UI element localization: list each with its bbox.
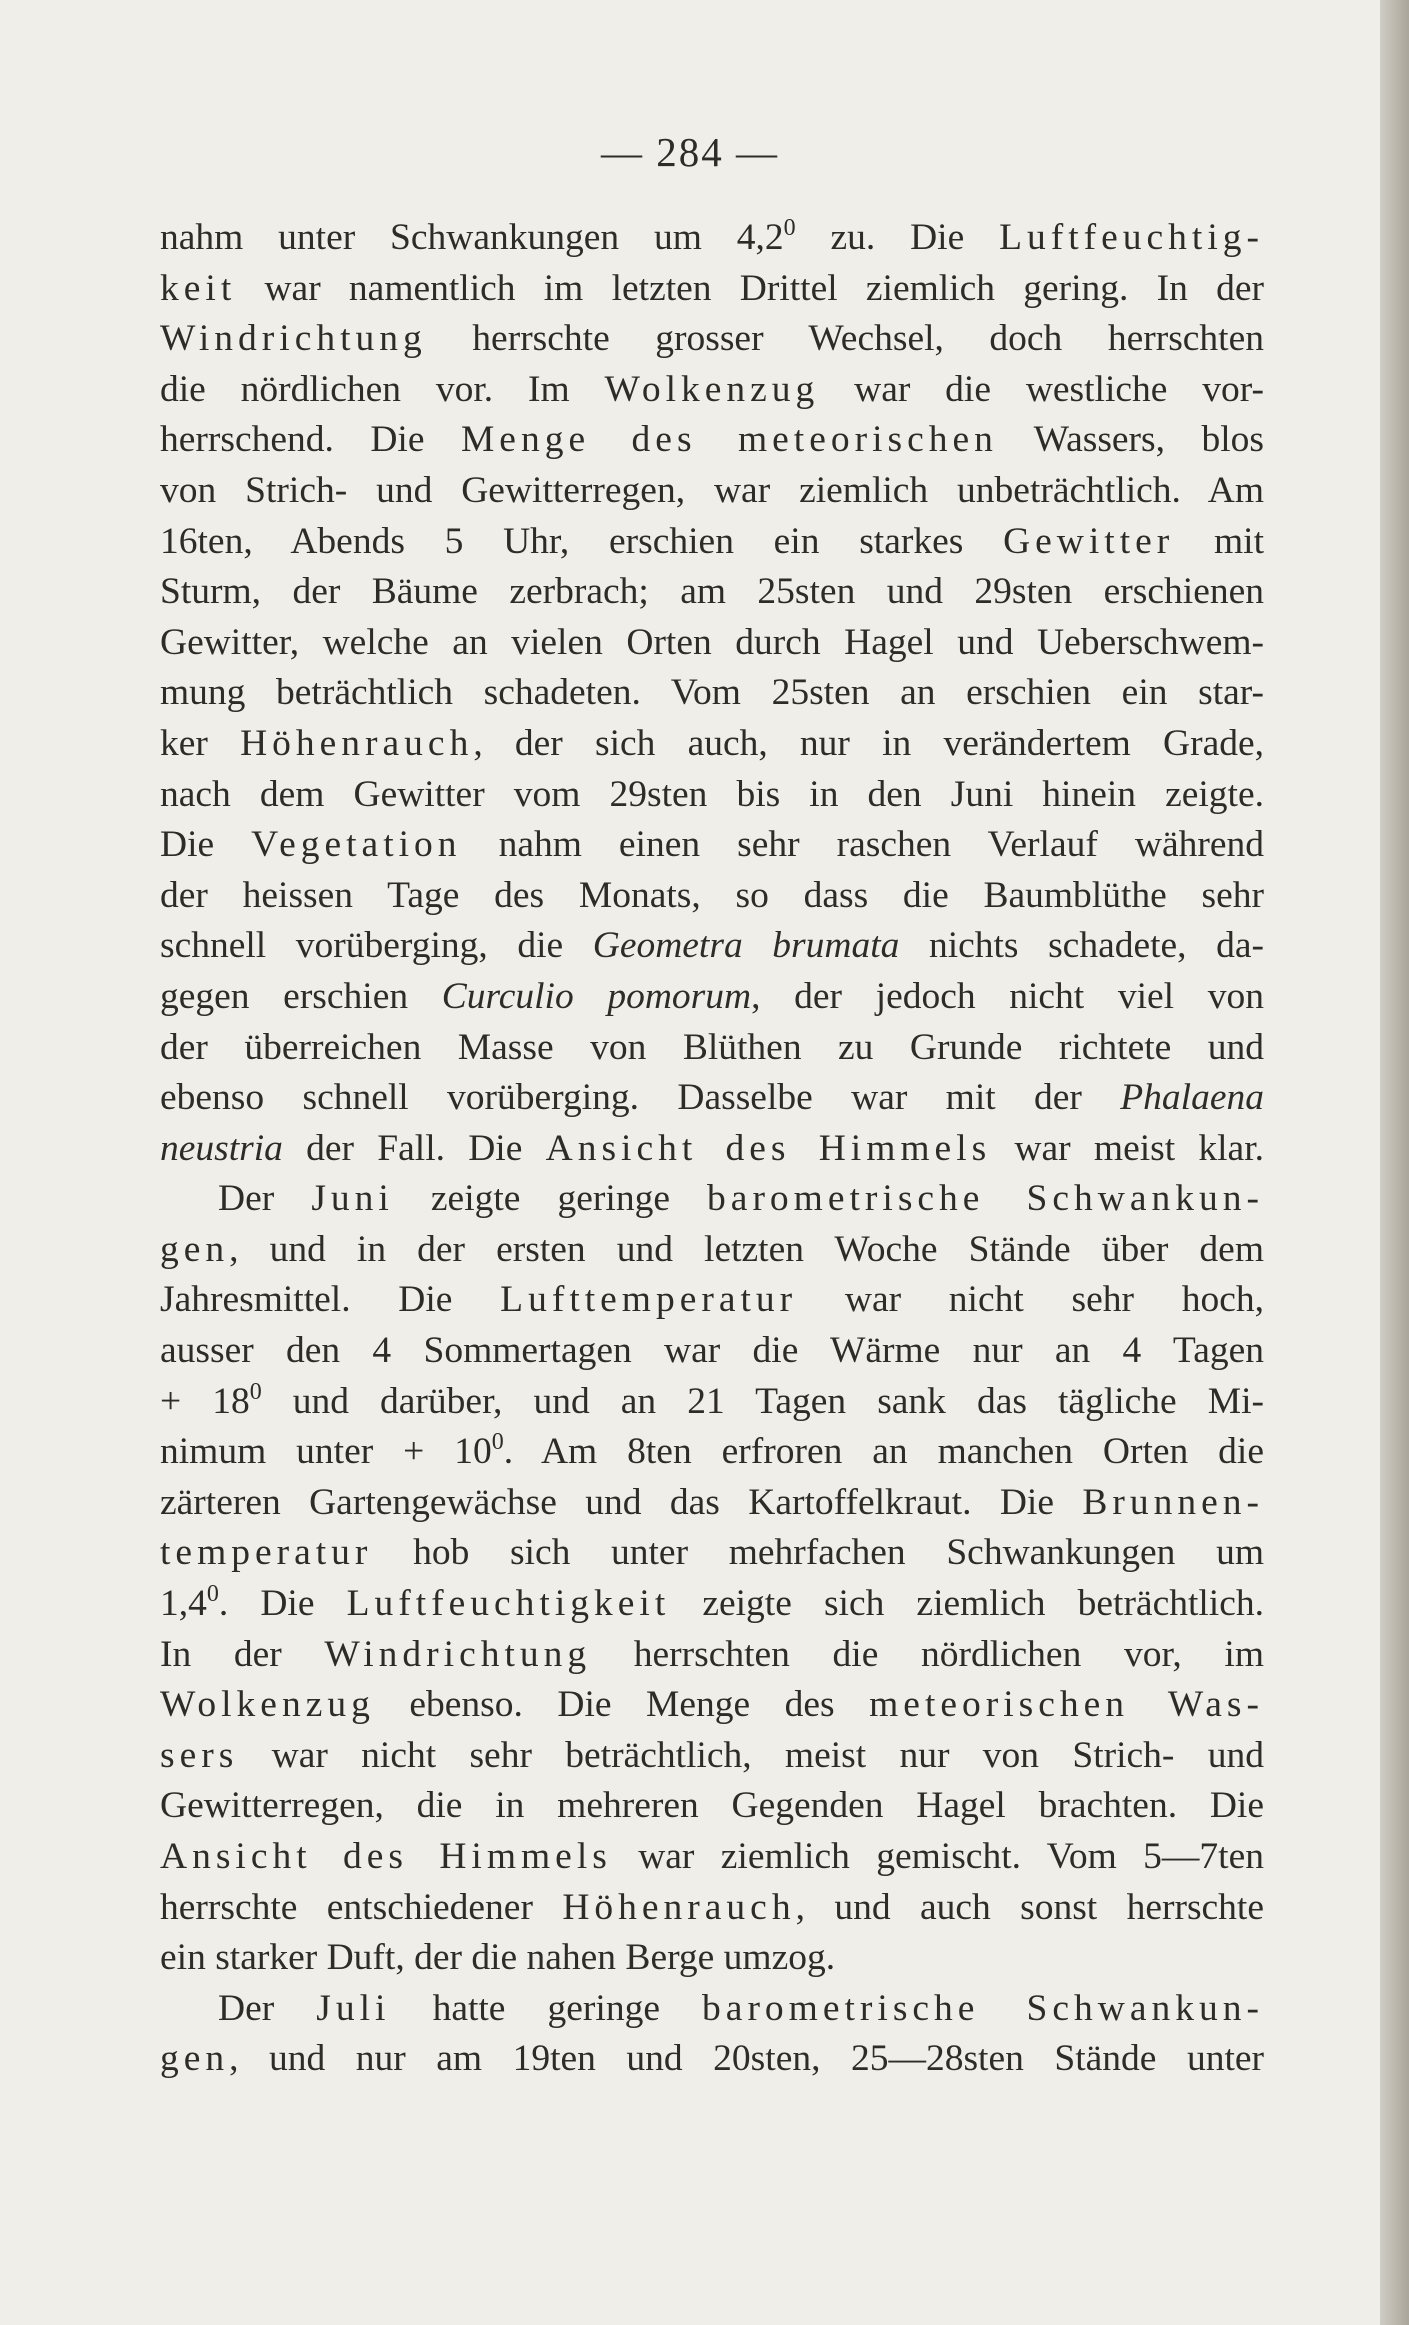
spaced-emphasis: Höhenrauch — [562, 1886, 796, 1928]
degree-superscript: 0 — [783, 215, 796, 241]
text-run: 1,4 — [160, 1583, 207, 1625]
text-run: nimum unter + 10 — [160, 1431, 492, 1473]
text-run: die nördlichen vor. Im — [160, 368, 605, 410]
text-line — [160, 1731, 1264, 1782]
text-line — [160, 1023, 1264, 1074]
text-run: und darüber, und an 21 Tagen sank das tägliche Mi- — [261, 1380, 1264, 1422]
spaced-emphasis: Juni — [311, 1178, 394, 1220]
page-number: — 284 — — [601, 129, 779, 175]
text-run: 16ten, Abends 5 Uhr, erschien ein starkes — [160, 520, 1004, 562]
spaced-emphasis: Luftfeuchtigkeit — [346, 1583, 671, 1625]
text-run: zu. Die — [795, 217, 1000, 258]
text-line — [160, 972, 1264, 1023]
spaced-emphasis: Lufttemperatur — [500, 1279, 798, 1321]
text-run: war ziemlich gemischt. Vom 5—7ten — [611, 1836, 1264, 1877]
text-line — [160, 365, 1264, 416]
text-run: herrschend. Die — [160, 419, 461, 461]
text-run: der überreichen Masse von Blüthen zu Grunde richtete und — [160, 1026, 1264, 1068]
text-run: war die westliche vor- — [819, 368, 1264, 410]
spaced-emphasis: Wolkenzug — [604, 368, 820, 410]
spaced-emphasis: Luftfeuchtig- — [999, 217, 1264, 258]
text-line — [160, 770, 1264, 821]
text-run: der Fall. Die — [282, 1127, 546, 1169]
text-run: ausser den 4 Sommertagen war die Wärme nur an 4 Tagen — [160, 1330, 1264, 1372]
spaced-emphasis: Ansicht des Himmels — [160, 1836, 612, 1877]
text-run: zeigte geringe — [393, 1178, 708, 1220]
text-run: Gewitter, welche an vielen Orten durch Hagel und Ueberschwem- — [160, 621, 1264, 663]
text-run: zeigte sich ziemlich beträchtlich. — [670, 1583, 1264, 1625]
text-run: . Die — [218, 1583, 347, 1625]
text-run: Jahresmittel. Die — [160, 1279, 501, 1321]
spaced-emphasis: Brunnen- — [1082, 1481, 1264, 1523]
spaced-emphasis: Vegetation — [251, 824, 462, 866]
spaced-emphasis: barometrische Schwankun- — [707, 1178, 1264, 1220]
text-run: nichts schadete, da- — [899, 925, 1264, 967]
text-line — [160, 1680, 1264, 1731]
spaced-emphasis: barometrische Schwankun- — [702, 1987, 1264, 2029]
text-run: schnell vorüberging, die — [160, 925, 593, 967]
text-run: nach dem Gewitter vom 29sten bis in den Juni hinein zeigte. — [160, 773, 1264, 815]
spaced-emphasis: sers — [160, 1734, 239, 1776]
text-run: mung beträchtlich schadeten. Vom 25sten an erschien ein star- — [160, 672, 1264, 714]
text-run: In der — [160, 1633, 325, 1675]
text-run: , der sich auch, nur in verändertem Grade, — [473, 722, 1264, 764]
text-line — [160, 1832, 1264, 1883]
text-run: zärteren Gartengewächse und das Kartoffelkraut. Die — [160, 1481, 1083, 1523]
text-run: Die — [160, 824, 252, 866]
text-run: war meist klar. — [991, 1127, 1264, 1169]
text-run: nahm unter Schwankungen um 4,2 — [160, 217, 784, 258]
text-line — [160, 871, 1264, 922]
text-run: herrschte entschiedener — [160, 1886, 563, 1928]
spaced-emphasis: gen — [160, 1228, 230, 1270]
text-line — [160, 517, 1264, 568]
text-line — [160, 1427, 1264, 1478]
text-run: , und nur am 19ten und 20sten, 25—28sten Stände unter — [229, 2038, 1264, 2080]
text-run: ebenso. Die Menge des — [374, 1684, 870, 1726]
spaced-emphasis: Höhenrauch — [240, 722, 474, 764]
text-run: nahm einen sehr raschen Verlauf während — [461, 824, 1264, 866]
text-run: Der — [218, 1987, 317, 2029]
text-line — [160, 1225, 1264, 1276]
text-line — [160, 1984, 1264, 2035]
text-run: Wassers, blos — [997, 419, 1264, 461]
spaced-emphasis: Ansicht des Himmels — [545, 1127, 992, 1169]
text-run: , der jedoch nicht viel von — [751, 975, 1264, 1017]
text-run: + 18 — [160, 1380, 250, 1422]
text-line — [160, 415, 1264, 466]
spaced-emphasis: keit — [160, 267, 237, 309]
spaced-emphasis: Windrichtung — [324, 1633, 592, 1675]
italic-term: Curculio pomorum — [441, 975, 752, 1017]
spaced-emphasis: Gewitter — [1003, 520, 1175, 562]
text-run: der heissen Tage des Monats, so dass die Baumblüthe sehr — [160, 874, 1264, 916]
degree-superscript: 0 — [206, 1581, 219, 1608]
text-run: war nicht sehr hoch, — [797, 1279, 1264, 1321]
italic-term: Geometra brumata — [592, 925, 900, 967]
spaced-emphasis: Menge des meteorischen — [460, 419, 998, 461]
text-run: Gewitterregen, die in mehreren Gegenden Hagel brachten. Die — [160, 1785, 1264, 1827]
text-run: herrschten die nördlichen vor, im — [591, 1633, 1264, 1675]
text-line — [160, 314, 1264, 365]
text-line — [160, 1377, 1264, 1428]
italic-term: neustria — [160, 1127, 283, 1169]
text-line — [160, 820, 1264, 871]
text-line — [160, 1275, 1264, 1326]
body-text — [160, 213, 1264, 2085]
text-run: war nicht sehr beträchtlich, meist nur von Strich- und — [238, 1734, 1264, 1776]
spaced-emphasis: gen — [160, 2038, 230, 2080]
text-run: , und in der ersten und letzten Woche Stände über dem — [229, 1228, 1264, 1270]
text-run: ein starker Duft, der die nahen Berge umzog. — [160, 1937, 836, 1979]
text-run: herrschte grosser Wechsel, doch herrschten — [426, 318, 1264, 360]
text-line — [160, 1174, 1264, 1225]
text-run: . Am 8ten erfroren an manchen Orten die — [503, 1431, 1264, 1473]
text-line — [160, 1630, 1264, 1681]
italic-term: Phalaena — [1120, 1077, 1264, 1119]
text-line — [160, 567, 1264, 618]
text-run: hatte geringe — [390, 1987, 703, 2029]
text-run: Sturm, der Bäume zerbrach; am 25sten und 29sten erschienen — [160, 571, 1264, 613]
spaced-emphasis: meteorischen Was- — [869, 1684, 1264, 1726]
text-line — [160, 2034, 1264, 2085]
text-run: Der — [218, 1178, 312, 1220]
page-binding-edge — [1380, 0, 1409, 2325]
spaced-emphasis: temperatur — [160, 1532, 373, 1574]
text-line — [160, 213, 1264, 264]
text-run: , und auch sonst herrschte — [795, 1886, 1264, 1928]
text-run: von Strich- und Gewitterregen, war ziemlich unbeträchtlich. Am — [160, 469, 1264, 511]
spaced-emphasis: Windrichtung — [160, 318, 427, 360]
text-line — [160, 1478, 1264, 1529]
text-line — [160, 921, 1264, 972]
text-run: mit — [1174, 520, 1264, 562]
degree-superscript: 0 — [249, 1378, 262, 1405]
text-run: war namentlich im letzten Drittel ziemlich gering. In der — [236, 267, 1264, 309]
text-run: gegen erschien — [160, 975, 442, 1017]
spaced-emphasis: Wolkenzug — [160, 1684, 375, 1726]
degree-superscript: 0 — [491, 1429, 504, 1456]
text-line — [160, 1073, 1264, 1124]
text-line — [160, 1326, 1264, 1377]
text-run: hob sich unter mehrfachen Schwankungen um — [372, 1532, 1264, 1574]
text-line — [160, 719, 1264, 770]
text-run: ker — [160, 722, 241, 764]
text-line — [160, 1781, 1264, 1832]
text-line — [160, 1933, 1264, 1984]
text-line — [160, 618, 1264, 669]
text-run: ebenso schnell vorüberging. Dasselbe war mit der — [160, 1077, 1121, 1119]
text-line — [160, 264, 1264, 315]
text-line — [160, 1528, 1264, 1579]
text-line — [160, 466, 1264, 517]
text-line — [160, 1883, 1264, 1934]
text-line — [160, 1579, 1264, 1630]
spaced-emphasis: Juli — [316, 1987, 391, 2029]
text-line — [160, 1124, 1264, 1175]
text-line — [160, 668, 1264, 719]
